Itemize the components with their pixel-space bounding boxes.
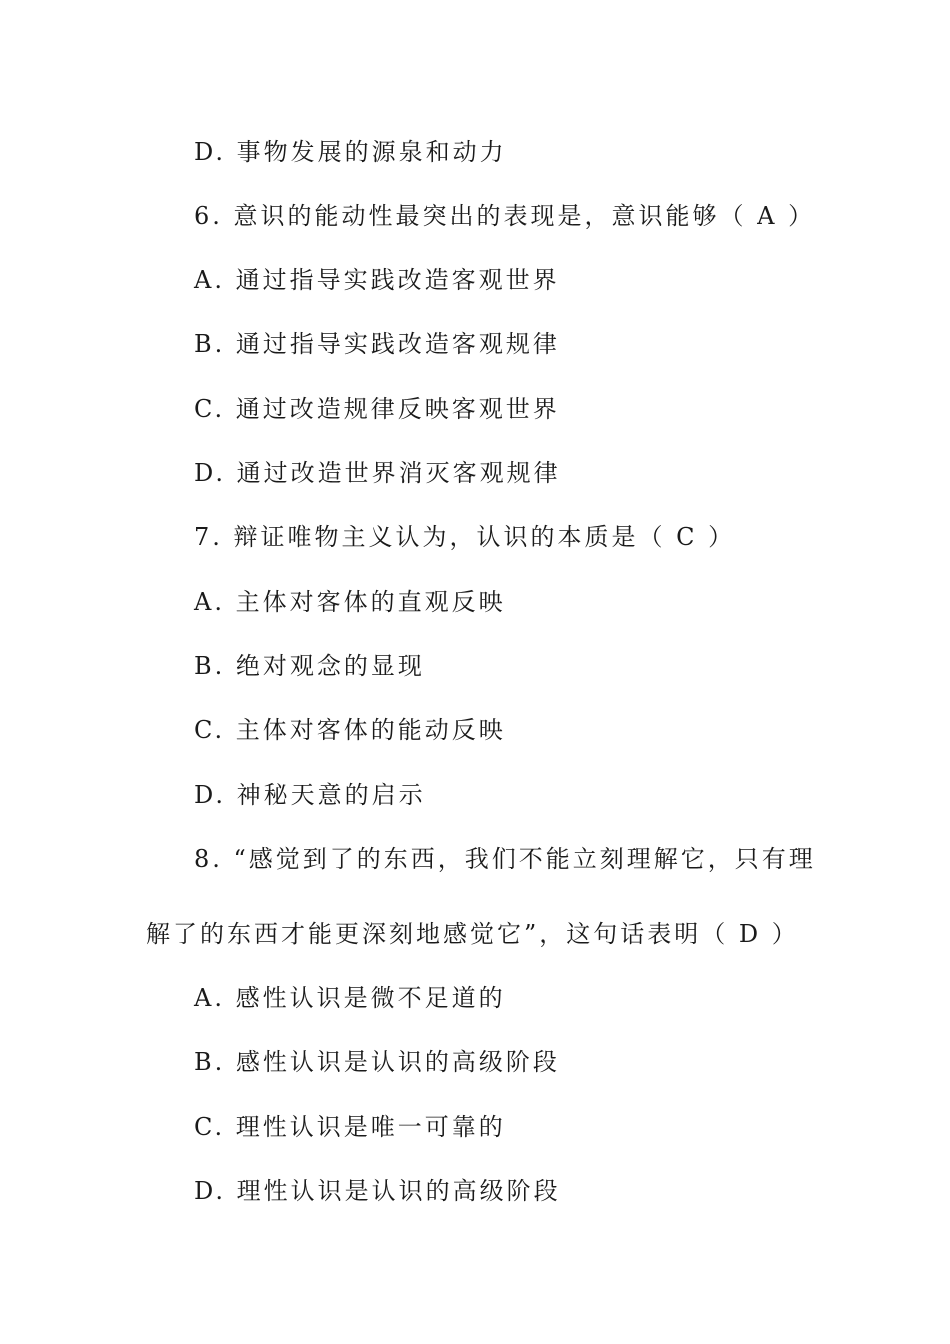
question-8-option-c: C. 理性认识是唯一可靠的 <box>194 1113 506 1141</box>
question-8-stem-line-2: 解了的东西才能更深刻地感觉它”，这句话表明（ D ） <box>146 920 799 948</box>
question-8-stem-line-1: 8. “感觉到了的东西，我们不能立刻理解它，只有理 <box>194 845 816 873</box>
question-6-stem: 6. 意识的能动性最突出的表现是，意识能够（ A ） <box>194 202 816 230</box>
question-7-option-a: A. 主体对客体的直观反映 <box>194 588 506 616</box>
question-6-option-c: C. 通过改造规律反映客观世界 <box>194 395 560 423</box>
question-8-option-a: A. 感性认识是微不足道的 <box>194 984 506 1012</box>
question-7-option-b: B. 绝对观念的显现 <box>194 652 425 680</box>
question-8-option-b: B. 感性认识是认识的高级阶段 <box>194 1048 560 1076</box>
question-7-option-d: D. 神秘天意的启示 <box>194 781 426 809</box>
question-6-option-d: D. 通过改造世界消灭客观规律 <box>194 459 561 487</box>
question-8-option-d: D. 理性认识是认识的高级阶段 <box>194 1177 561 1205</box>
question-5-option-d: D. 事物发展的源泉和动力 <box>194 138 507 166</box>
question-6-option-b: B. 通过指导实践改造客观规律 <box>194 330 560 358</box>
question-7-option-c: C. 主体对客体的能动反映 <box>194 716 506 744</box>
question-7-stem: 7. 辩证唯物主义认为，认识的本质是（ C ） <box>194 523 736 551</box>
question-6-option-a: A. 通过指导实践改造客观世界 <box>194 266 560 294</box>
